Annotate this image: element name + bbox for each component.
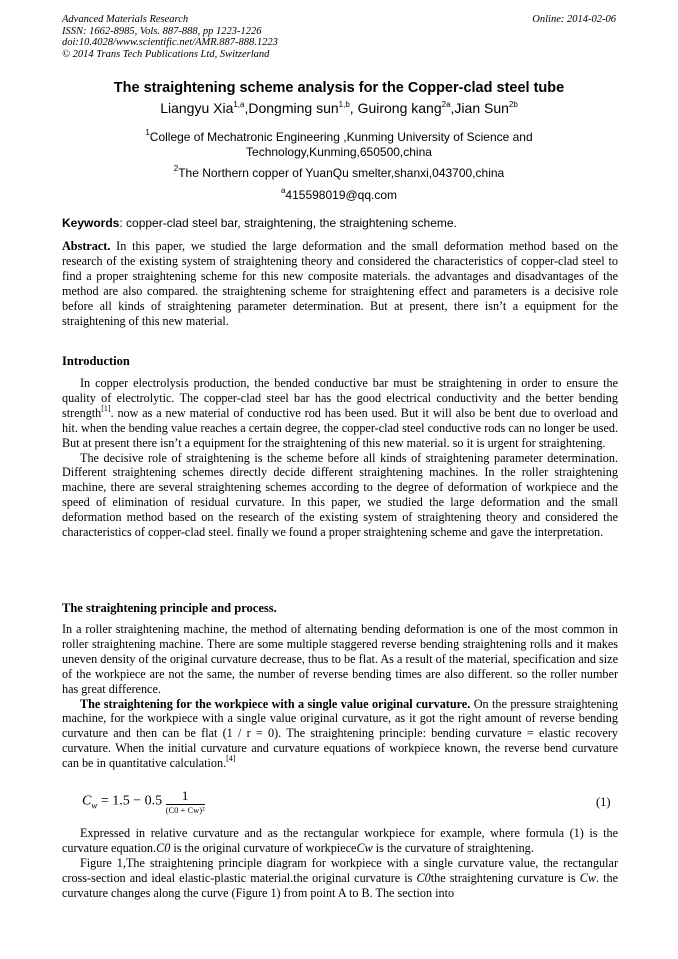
- paragraph: [62, 826, 618, 856]
- principle-body: [62, 622, 618, 771]
- abstract: [62, 239, 618, 328]
- citation: [4]: [226, 754, 236, 764]
- email-address: 415598019@qq.com: [285, 188, 398, 202]
- affiliation-2: [0, 166, 678, 181]
- symbol-cw: Cw: [356, 840, 373, 855]
- symbol-c0: C0: [416, 870, 431, 885]
- journal-name: Advanced Materials Research: [62, 14, 189, 25]
- author-affil-sup: 1,a: [233, 100, 245, 109]
- keywords-label: Keywords: [62, 216, 120, 230]
- symbol-c0: C0: [156, 840, 171, 855]
- author-name: Liangyu Xia: [160, 100, 234, 116]
- paragraph-text: Expressed in relative curvature and as the rectangular workpiece for example, where formula (1) is the curvature equation.: [62, 826, 618, 855]
- paragraph-text: is the curvature of straightening.: [372, 840, 534, 855]
- affiliation-line: The Northern copper of YuanQu smelter,shanxi,043700,china: [178, 166, 505, 180]
- subsection-heading: The straightening for the workpiece with a single value original curvature.: [80, 696, 471, 711]
- paragraph: [62, 697, 618, 772]
- author-list: [0, 100, 678, 116]
- author-name: Dongming sun: [248, 100, 339, 116]
- paragraph-text: In copper electrolysis production, the bended conductive bar must be straightening in order to ensure the quality of electrolytic. The copper-clad steel bar has the good electrical conductivity and the better bending strength: [62, 376, 618, 420]
- page-header: [62, 14, 616, 60]
- affiliation-sup: 1: [145, 128, 150, 137]
- paragraph-text: is the original curvature of workpiece: [170, 840, 357, 855]
- author-affil-sup: 2b: [508, 100, 518, 109]
- section-heading-introduction: Introduction: [62, 354, 130, 368]
- paragraph-text: . now as a new material of conductive rod has been used. But it will also be bent due to overload and hit. when the bending value reaches a certain degree, the copper-clad steel conductive rods can no longer be used. But at present there isn’t a equipment for the straightening of this new material. so it is urgent for straightening.: [62, 405, 618, 450]
- issn: ISSN: 1662-8985, Vols. 887-888, pp 1223-1226: [62, 25, 262, 37]
- equation-numerator: 1: [166, 788, 205, 805]
- abstract-text: In this paper, we studied the large deformation and the small deformation method based on the research of the existing system of straightening theory and considered the characteristics of copper-clad steel to find a proper straightening scheme for this new composite materials. the advantages and disadvantages of the method are also compared. the straightening scheme for straightening effect and parameters is a decisive role before all kinds of straightening parameter determination. But at present, there isn’t a equipment for the straightening of this new material.: [62, 239, 618, 328]
- equation-1: [82, 788, 205, 815]
- abstract-label: Abstract.: [62, 239, 111, 253]
- author-separator: ,: [450, 100, 455, 116]
- author-name: Jian Sun: [454, 100, 509, 116]
- affiliation-line: College of Mechatronic Engineering ,Kunming University of Science and: [149, 130, 533, 144]
- author-affil-sup: 1,b: [338, 100, 350, 109]
- paragraph: The decisive role of straightening is the scheme before all kinds of straightening parameter determination. Different straightening schemes directly decide different straightening machines. In the roller straightening machine, there are several straightening schemes according to the degree of deformation of workpiece and the speed of elimination of residual curvature. In this paper, we studied the large deformation and the small deformation method based on the research of the existing system of straightening theory and considered the characteristics of copper-clad steel. finally we found a proper straightening scheme and gave the interpretation.: [62, 450, 618, 540]
- equation-lhs: C: [82, 793, 92, 809]
- paragraph-text: On the pressure straightening machine, for the workpiece with a single value original curvature, as it got the right amount of reverse bending curvature and then can be flat (1 / r = 0). The straightening principle: bending curvature = elastic recovery curvature. When the initial curvature and curvature equations of workpiece known, the reverse bend curvature can be in quantitative calculation.: [62, 696, 619, 771]
- paper-title: The straightening scheme analysis for the Copper-clad steel tube: [113, 80, 565, 96]
- equation-denominator: (C0 + Cw)²: [165, 805, 205, 815]
- symbol-cw: Cw: [579, 870, 596, 885]
- citation: [1]: [101, 403, 111, 413]
- paragraph: In a roller straightening machine, the method of alternating bending deformation is one of the most common in roller straightening machine. There are some multiple staggered reverse bending straightening rolls and it makes uneven density of the original curvature decrease, thus to be flat. As a result of the material, specification and size of the workpiece are not the same, the number of reverse bending times are also different. so the roller number has great difference.: [62, 622, 618, 696]
- section-heading-principle: The straightening principle and process.: [62, 601, 277, 615]
- doi: doi:10.4028/www.scientific.net/AMR.887-888.1223: [62, 37, 278, 48]
- equation-number: (1): [596, 795, 611, 809]
- affiliation-sup: 2: [173, 164, 179, 173]
- paragraph-text: the straightening curvature is: [430, 870, 580, 885]
- author-separator: ,: [349, 100, 358, 116]
- author-affil-sup: 2a: [441, 100, 451, 109]
- equation-fraction: [166, 788, 205, 815]
- keywords-text: : copper-clad steel bar, straightening, the straightening scheme.: [119, 216, 457, 230]
- paragraph-text: . the curvature changes along the curve (Figure 1) from point A to B. The section into: [62, 870, 619, 900]
- paragraph-text: Figure 1,The straightening principle diagram for workpiece with a single curvature value, the rectangular cross-section and ideal elastic-plastic material.the original curvature is: [62, 855, 618, 885]
- principle-body-cont: [62, 826, 618, 901]
- introduction-body: [62, 376, 618, 540]
- keywords: [62, 216, 618, 230]
- online-date: Online: 2014-02-06: [532, 14, 616, 25]
- author-name: Guirong kang: [357, 100, 442, 116]
- contact-email: [0, 188, 678, 203]
- affiliation-line: Technology,Kunming,650500,china: [246, 144, 432, 159]
- copyright: © 2014 Trans Tech Publications Ltd, Switzerland: [62, 48, 270, 60]
- affiliation-1: [0, 130, 678, 159]
- author-separator: ,: [244, 100, 249, 116]
- email-sup: a: [280, 186, 286, 195]
- equation-lhs-sub: w: [91, 800, 98, 811]
- paragraph: [62, 376, 618, 451]
- paragraph: [62, 856, 618, 901]
- equation-rhs: = 1.5 − 0.5: [97, 793, 166, 809]
